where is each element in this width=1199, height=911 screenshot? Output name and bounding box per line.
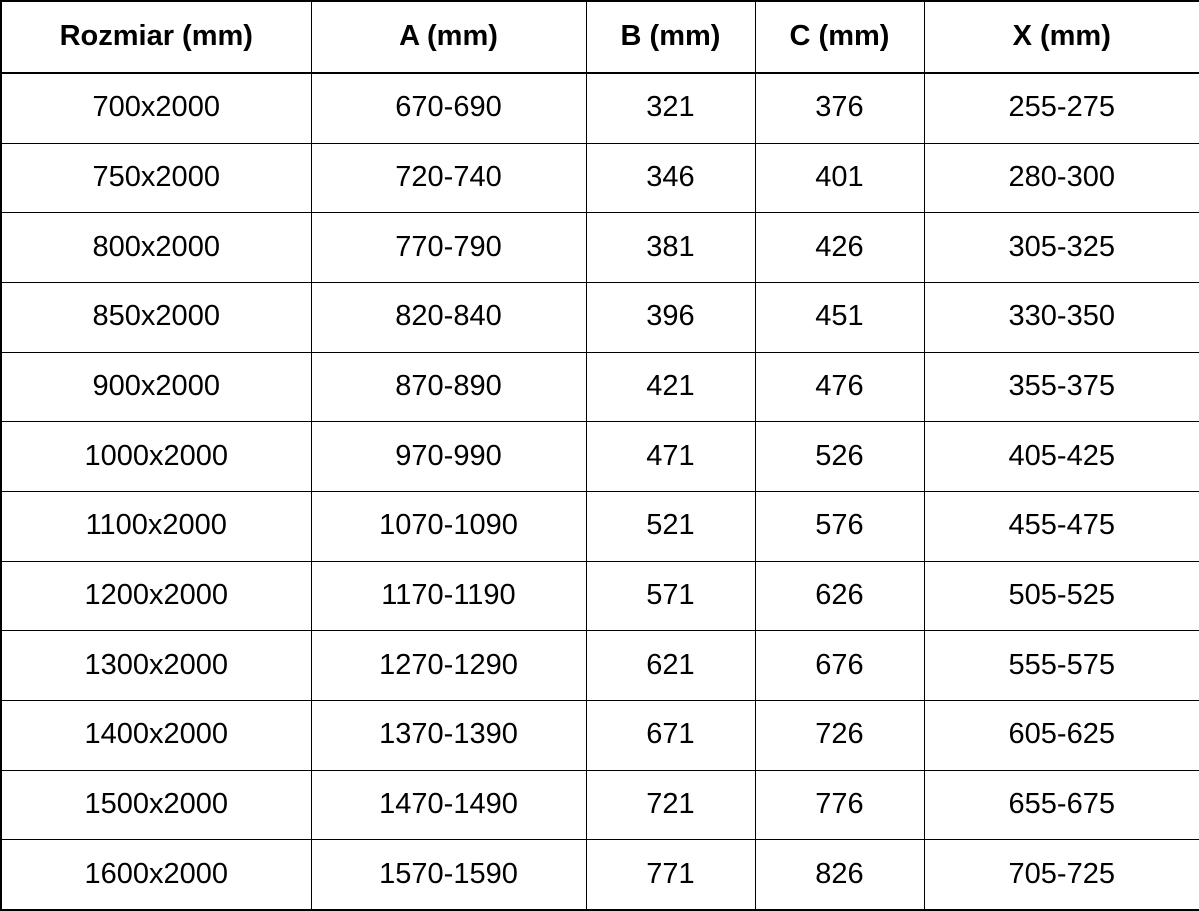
- table-row: [1, 700, 1199, 770]
- table-cell: 280-300: [924, 143, 1199, 213]
- column-header: Rozmiar (mm): [1, 1, 311, 73]
- table-cell: 521: [586, 491, 755, 561]
- table-cell: 626: [755, 561, 924, 631]
- table-row: [1, 352, 1199, 422]
- table-cell: 826: [755, 840, 924, 910]
- table-cell: 1200x2000: [1, 561, 311, 631]
- table-cell: 1400x2000: [1, 700, 311, 770]
- table-cell: 1470-1490: [311, 770, 586, 840]
- table-cell: 670-690: [311, 73, 586, 143]
- table-cell: 1070-1090: [311, 491, 586, 561]
- table-cell: 776: [755, 770, 924, 840]
- table-row: [1, 143, 1199, 213]
- table-cell: 376: [755, 73, 924, 143]
- table-cell: 721: [586, 770, 755, 840]
- table-cell: 1600x2000: [1, 840, 311, 910]
- table-cell: 1300x2000: [1, 631, 311, 701]
- column-header: B (mm): [586, 1, 755, 73]
- table-cell: 476: [755, 352, 924, 422]
- table-cell: 426: [755, 213, 924, 283]
- table-cell: 571: [586, 561, 755, 631]
- table-cell: 850x2000: [1, 282, 311, 352]
- table-cell: 401: [755, 143, 924, 213]
- table-cell: 800x2000: [1, 213, 311, 283]
- table-header-row: [1, 1, 1199, 73]
- table-cell: 405-425: [924, 422, 1199, 492]
- table-cell: 576: [755, 491, 924, 561]
- table-cell: 770-790: [311, 213, 586, 283]
- table-cell: 1270-1290: [311, 631, 586, 701]
- table-cell: 381: [586, 213, 755, 283]
- table-cell: 255-275: [924, 73, 1199, 143]
- table-row: [1, 491, 1199, 561]
- column-header: A (mm): [311, 1, 586, 73]
- table-cell: 1100x2000: [1, 491, 311, 561]
- table-cell: 526: [755, 422, 924, 492]
- table-row: [1, 631, 1199, 701]
- table-cell: 555-575: [924, 631, 1199, 701]
- table-cell: 421: [586, 352, 755, 422]
- table-cell: 700x2000: [1, 73, 311, 143]
- table-cell: 970-990: [311, 422, 586, 492]
- table-cell: 355-375: [924, 352, 1199, 422]
- table-cell: 705-725: [924, 840, 1199, 910]
- table-cell: 900x2000: [1, 352, 311, 422]
- table-cell: 505-525: [924, 561, 1199, 631]
- table-cell: 870-890: [311, 352, 586, 422]
- table-cell: 346: [586, 143, 755, 213]
- table-cell: 1370-1390: [311, 700, 586, 770]
- table-cell: 621: [586, 631, 755, 701]
- table-cell: 471: [586, 422, 755, 492]
- table-cell: 321: [586, 73, 755, 143]
- column-header: C (mm): [755, 1, 924, 73]
- table-cell: 455-475: [924, 491, 1199, 561]
- table-row: [1, 770, 1199, 840]
- table-cell: 771: [586, 840, 755, 910]
- table-cell: 1170-1190: [311, 561, 586, 631]
- table-row: [1, 422, 1199, 492]
- table-row: [1, 213, 1199, 283]
- table-cell: 1500x2000: [1, 770, 311, 840]
- table-cell: 655-675: [924, 770, 1199, 840]
- table-cell: 605-625: [924, 700, 1199, 770]
- column-header: X (mm): [924, 1, 1199, 73]
- table-cell: 671: [586, 700, 755, 770]
- table-body: [1, 73, 1199, 910]
- table-cell: 330-350: [924, 282, 1199, 352]
- table-row: [1, 561, 1199, 631]
- table-cell: 1000x2000: [1, 422, 311, 492]
- table-cell: 676: [755, 631, 924, 701]
- table-cell: 750x2000: [1, 143, 311, 213]
- table-row: [1, 73, 1199, 143]
- table-row: [1, 840, 1199, 910]
- table-cell: 720-740: [311, 143, 586, 213]
- table-cell: 305-325: [924, 213, 1199, 283]
- table-cell: 396: [586, 282, 755, 352]
- table-cell: 451: [755, 282, 924, 352]
- table-row: [1, 282, 1199, 352]
- table-cell: 820-840: [311, 282, 586, 352]
- table-cell: 1570-1590: [311, 840, 586, 910]
- table-cell: 726: [755, 700, 924, 770]
